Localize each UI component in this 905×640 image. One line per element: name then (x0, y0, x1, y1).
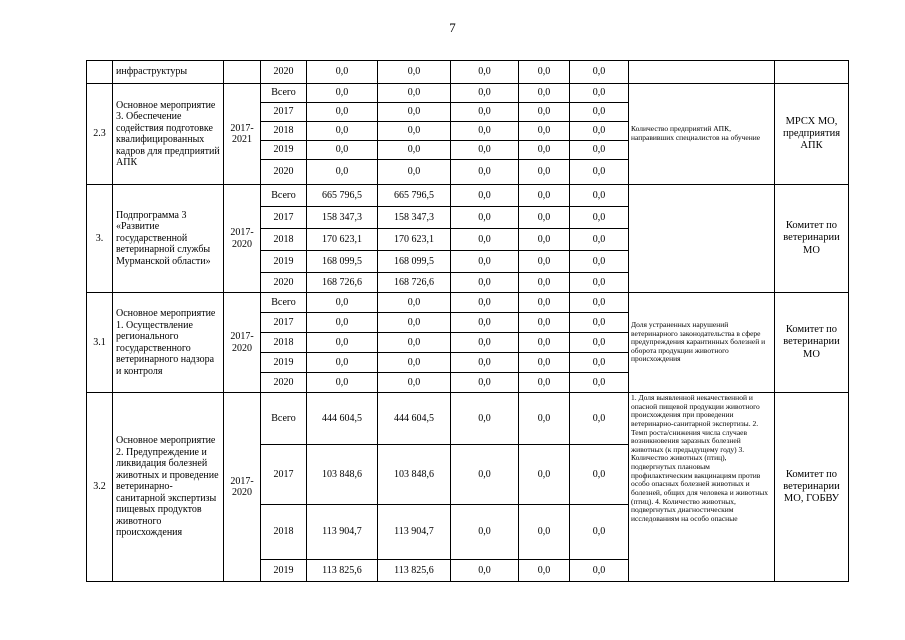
value-cell: 0,0 (307, 103, 378, 122)
value-cell: 0,0 (519, 61, 570, 84)
value-cell: 0,0 (519, 353, 570, 373)
value-cell: 0,0 (378, 160, 451, 185)
executor-cell: Комитет по ветеринарии МО, ГОБВУ (775, 393, 849, 582)
executor-cell: Комитет по ветеринарии МО (775, 293, 849, 393)
value-cell: 0,0 (378, 293, 451, 313)
value-cell: 0,0 (570, 560, 629, 582)
executor-cell (775, 61, 849, 84)
value-cell: 0,0 (307, 160, 378, 185)
value-cell: 0,0 (378, 373, 451, 393)
value-cell: 0,0 (307, 61, 378, 84)
value-cell: 0,0 (570, 103, 629, 122)
activity-name-cell: Подпрограмма 3 «Развитие государственной ветеринарной службы Мурманской области» (113, 185, 224, 293)
value-cell: 0,0 (451, 160, 519, 185)
value-cell: 0,0 (451, 84, 519, 103)
period-cell: 2017-2020 (224, 293, 261, 393)
value-cell: 0,0 (570, 84, 629, 103)
value-cell: 0,0 (519, 560, 570, 582)
year-cell: 2020 (261, 373, 307, 393)
year-cell: 2018 (261, 229, 307, 251)
executor-cell: Комитет по ветеринарии МО (775, 185, 849, 293)
year-cell: 2017 (261, 313, 307, 333)
value-cell: 665 796,5 (378, 185, 451, 207)
value-cell: 0,0 (451, 505, 519, 560)
value-cell: 168 726,6 (378, 273, 451, 293)
value-cell: 0,0 (451, 103, 519, 122)
year-cell: 2020 (261, 273, 307, 293)
value-cell: 170 623,1 (378, 229, 451, 251)
value-cell: 0,0 (519, 373, 570, 393)
value-cell: 113 825,6 (307, 560, 378, 582)
value-cell: 0,0 (378, 122, 451, 141)
value-cell: 113 904,7 (307, 505, 378, 560)
value-cell: 0,0 (519, 293, 570, 313)
value-cell: 0,0 (519, 160, 570, 185)
value-cell: 0,0 (570, 445, 629, 505)
value-cell: 0,0 (570, 229, 629, 251)
period-cell: 2017-2021 (224, 84, 261, 185)
indicator-cell: Доля устраненных нарушений ветеринарного законодательства в сфере предупреждения карантинных болезней и оборота продукции животного происхождения (629, 293, 775, 393)
value-cell: 0,0 (570, 353, 629, 373)
activity-name-cell: Основное мероприятие 3. Обеспечение содействия подготовке квалифицированных кадров для предприятий АПК (113, 84, 224, 185)
year-cell: 2017 (261, 445, 307, 505)
value-cell: 0,0 (378, 333, 451, 353)
value-cell: 0,0 (519, 229, 570, 251)
value-cell: 0,0 (519, 207, 570, 229)
value-cell: 0,0 (307, 353, 378, 373)
executor-cell: МРСХ МО, предприятия АПК (775, 84, 849, 185)
budget-table (86, 60, 849, 582)
value-cell: 0,0 (570, 185, 629, 207)
value-cell: 0,0 (378, 353, 451, 373)
value-cell: 0,0 (451, 393, 519, 445)
value-cell: 0,0 (378, 141, 451, 160)
value-cell: 103 848,6 (378, 445, 451, 505)
period-cell: 2017-2020 (224, 185, 261, 293)
value-cell: 0,0 (570, 293, 629, 313)
year-cell: 2020 (261, 160, 307, 185)
value-cell: 0,0 (307, 293, 378, 313)
table-row (87, 293, 849, 313)
year-cell: 2020 (261, 61, 307, 84)
value-cell: 0,0 (451, 207, 519, 229)
activity-name-cell: инфраструктуры (113, 61, 224, 84)
value-cell: 0,0 (451, 122, 519, 141)
value-cell: 665 796,5 (307, 185, 378, 207)
value-cell: 0,0 (307, 122, 378, 141)
value-cell: 0,0 (451, 313, 519, 333)
value-cell: 113 904,7 (378, 505, 451, 560)
value-cell: 0,0 (451, 229, 519, 251)
value-cell: 0,0 (570, 273, 629, 293)
value-cell: 0,0 (570, 141, 629, 160)
value-cell: 168 726,6 (307, 273, 378, 293)
value-cell: 0,0 (451, 293, 519, 313)
value-cell: 168 099,5 (378, 251, 451, 273)
indicator-cell (629, 185, 775, 293)
value-cell: 0,0 (519, 103, 570, 122)
indicator-cell (629, 61, 775, 84)
value-cell: 0,0 (519, 445, 570, 505)
value-cell: 0,0 (519, 251, 570, 273)
year-cell: 2017 (261, 103, 307, 122)
value-cell: 0,0 (451, 333, 519, 353)
value-cell: 0,0 (570, 333, 629, 353)
value-cell: 0,0 (570, 313, 629, 333)
value-cell: 0,0 (451, 273, 519, 293)
period-cell: 2017-2020 (224, 393, 261, 582)
value-cell: 0,0 (451, 185, 519, 207)
table-row (87, 393, 849, 445)
value-cell: 0,0 (570, 61, 629, 84)
year-cell: 2019 (261, 353, 307, 373)
year-cell: Всего (261, 293, 307, 313)
value-cell: 0,0 (378, 84, 451, 103)
value-cell: 0,0 (519, 333, 570, 353)
year-cell: Всего (261, 185, 307, 207)
value-cell: 113 825,6 (378, 560, 451, 582)
value-cell: 0,0 (307, 141, 378, 160)
value-cell: 0,0 (519, 273, 570, 293)
value-cell: 0,0 (570, 373, 629, 393)
value-cell: 0,0 (307, 84, 378, 103)
value-cell: 158 347,3 (307, 207, 378, 229)
value-cell: 0,0 (378, 103, 451, 122)
value-cell: 0,0 (451, 560, 519, 582)
row-number-cell: 3.1 (87, 293, 113, 393)
indicator-cell: 1. Доля выявленной некачественной и опасной пищевой продукции животного происхождения при проведении ветеринарно-санитарной экспертизы. 2. Темп роста/снижения числа случаев возникновения заразных болезней животных (к предыдущему году) 3. Количество животных (птиц), подвергнутых плановым профилактическим вакцинациям против особо опасных болезней животных и болезней, общих для человека и животных (птиц). 4. Количество животных, подвергнутых диагностическим исследованиям на особо опасные (629, 393, 775, 582)
value-cell: 0,0 (519, 141, 570, 160)
value-cell: 0,0 (570, 393, 629, 445)
year-cell: 2018 (261, 333, 307, 353)
value-cell: 0,0 (519, 122, 570, 141)
value-cell: 0,0 (451, 141, 519, 160)
value-cell: 0,0 (307, 373, 378, 393)
value-cell: 0,0 (451, 373, 519, 393)
value-cell: 0,0 (307, 313, 378, 333)
value-cell: 0,0 (570, 207, 629, 229)
value-cell: 0,0 (570, 505, 629, 560)
year-cell: 2018 (261, 122, 307, 141)
table-row (87, 61, 849, 84)
value-cell: 0,0 (519, 185, 570, 207)
value-cell: 0,0 (378, 313, 451, 333)
year-cell: 2017 (261, 207, 307, 229)
value-cell: 0,0 (519, 313, 570, 333)
value-cell: 0,0 (451, 445, 519, 505)
year-cell: 2019 (261, 141, 307, 160)
value-cell: 0,0 (570, 122, 629, 141)
value-cell: 0,0 (570, 251, 629, 273)
table-row (87, 84, 849, 103)
year-cell: Всего (261, 393, 307, 445)
value-cell: 168 099,5 (307, 251, 378, 273)
value-cell: 0,0 (451, 61, 519, 84)
value-cell: 0,0 (307, 333, 378, 353)
value-cell: 0,0 (519, 505, 570, 560)
row-number-cell: 3.2 (87, 393, 113, 582)
activity-name-cell: Основное мероприятие 1. Осуществление регионального государственного ветеринарного надзора и контроля (113, 293, 224, 393)
row-number-cell: 2.3 (87, 84, 113, 185)
value-cell: 0,0 (451, 251, 519, 273)
period-cell (224, 61, 261, 84)
indicator-cell: Количество предприятий АПК, направивших специалистов на обучение (629, 84, 775, 185)
table-row (87, 185, 849, 207)
value-cell: 0,0 (378, 61, 451, 84)
activity-name-cell: Основное мероприятие 2. Предупреждение и ликвидация болезней животных и проведение ветеринарно-санитарной экспертизы пищевых продуктов животного происхождения (113, 393, 224, 582)
value-cell: 170 623,1 (307, 229, 378, 251)
year-cell: Всего (261, 84, 307, 103)
year-cell: 2019 (261, 560, 307, 582)
value-cell: 0,0 (570, 160, 629, 185)
value-cell: 103 848,6 (307, 445, 378, 505)
value-cell: 158 347,3 (378, 207, 451, 229)
row-number-cell: 3. (87, 185, 113, 293)
page-number: 7 (449, 20, 456, 35)
value-cell: 444 604,5 (378, 393, 451, 445)
year-cell: 2018 (261, 505, 307, 560)
year-cell: 2019 (261, 251, 307, 273)
value-cell: 0,0 (519, 393, 570, 445)
value-cell: 0,0 (451, 353, 519, 373)
value-cell: 0,0 (519, 84, 570, 103)
value-cell: 444 604,5 (307, 393, 378, 445)
row-number-cell (87, 61, 113, 84)
